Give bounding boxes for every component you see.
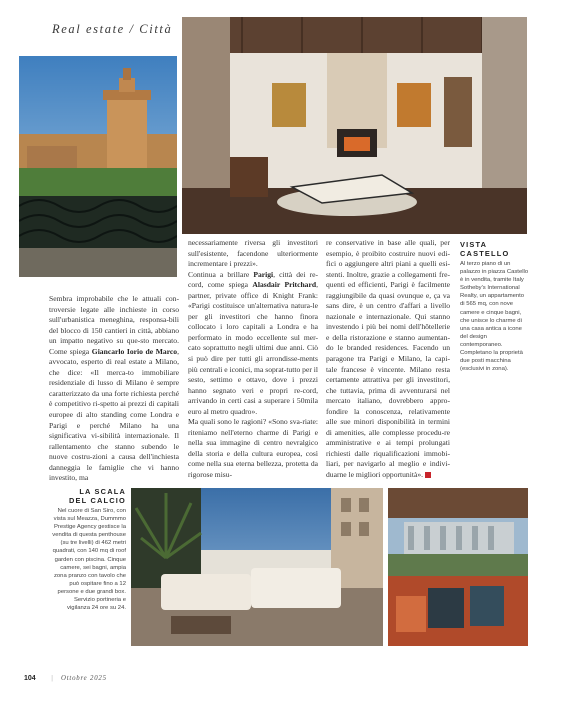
stadium-view-photo <box>388 488 528 646</box>
sidebar-la-scala-del-calcio <box>50 487 126 612</box>
article-text: , città dei re-cord, come spiega <box>188 269 319 290</box>
sidebar-title-line1: VISTA <box>460 240 488 249</box>
sidebar-title-line2: DEL CALCIO <box>68 496 126 505</box>
terrace-photo <box>131 488 383 646</box>
sidebar-caption: Al terzo piano di un palazzo in piazza Castello è in vendita, tramite Italy Sotheby's International Realty, un appartamento di 565 mq, con nove camere e cinque bagni, che unisce lo charme di una casa antica a icone del design contemporaneo. Completano la proprietà due posti macchina (esclusivi in zona). <box>460 261 529 373</box>
issue-date: Ottobre 2025 <box>61 675 107 682</box>
article-text: Continua a brillare <box>188 269 250 279</box>
sidebar-caption: Nel cuore di San Siro, con vista sul Meazza, Dummmo Prestige Agency gestisce la vendita di questa penthouse (su tre livelli) di 462 metri quadrati, con 140 mq di roof garden con piscina. Cinque camere, sei bagni, ampia zona pranzo con tavolo che può ospitare fino a 12 persone e due grandi box. Servizio portineria e vigilanza 24 ore su 24. <box>52 508 126 612</box>
page-number: 104 <box>24 675 36 682</box>
city-name: Parigi <box>253 269 274 279</box>
article-paragraph: necessariamente riversa gli investitori sull'esistente, facendone ulteriormente incrementare i prezzi». <box>188 238 318 269</box>
article-paragraph <box>188 270 318 418</box>
living-room-photo <box>182 17 527 234</box>
article-paragraph <box>326 238 450 481</box>
article-text: , avvocato, esperto di real estate a Milano, che dice: «Il merca-to immobiliare residenziale di lusso di Milano è sempre caratterizzato da una forte richiesta perché è competitivo ri-spetto ai prezzi di capitali europee di alto standing come Londra e Parigi e perché Milano ha una significativa vi-sibilità internazionale. Il rallentamento che stanno subendo le nuove costru-zioni a causa dell'inchiesta danneggia le famiglie che vi hanno investito, ma <box>49 346 179 483</box>
person-name: Giancarlo Iorio de Marco <box>91 346 178 356</box>
folio-separator: | <box>51 675 54 682</box>
person-name: Alasdair Pritchard <box>252 280 317 290</box>
article-text: Sembra improbabile che le attuali con-troversie legate alle inchieste in corso sull'urbanistica meneghina, responsa-bili del blocco di 150 cantieri in città, abbiano un impatto negativo su que-sto mercato. Come spiega <box>49 294 179 356</box>
article-paragraph <box>49 294 179 484</box>
sidebar-vista-castello <box>460 240 530 373</box>
article-column-3 <box>326 238 450 481</box>
sidebar-title-line2: CASTELLO <box>460 249 510 258</box>
article-text: , partner, private office di Knight Frank: «Parigi costituisce un'alternativa natura-le per gli investitori che hanno finora collocato i loro capitali a Londra e ha performato in modo eccellente sul mer-cato soprattutto negli ultimi due anni. Ciò si può dire per tutti gli arrondisse-ments più centrali e iconici, ma soprat-tutto per il sesto, settimo e ottavo, dove i prezzi hanno segnato veri e propri re-cord, arrivando in certi casi a superare i 50mila euro al metro quadro». <box>188 280 318 416</box>
castle-photo <box>19 56 177 277</box>
article-column-1 <box>49 294 179 484</box>
article-column-2 <box>188 238 318 481</box>
red-square-end-mark-icon <box>425 472 431 478</box>
article-paragraph: Ma quali sono le ragioni? «Sono sva-riate: riteniamo nell'eterno charme di Parigi e nella sua immagine di centro nevralgico della storia e della cultura europea, così come nella sua eterna bellezza, protetta da rigorose misu- <box>188 417 318 480</box>
sidebar-title-line1: LA SCALA <box>79 487 126 496</box>
section-title: Real estate / Città <box>52 22 173 36</box>
article-text: re conservative in base alle quali, per esempio, è proibito costruire nuovi edi-fici o aggiungere altri piani a quelli esi-stenti. Inoltre, grazie a collegamenti fre-quenti ed efficienti, Parigi è facilmente raggiungibile da quasi ovunque e, ça va sans dire, è un centro d'affari a livello nazionale e internazionale. Qui stanno investendo i più bei nomi dell'hôtellerie e della ristorazione e stanno aumentan-do le branded residences. Facendo un paragone tra Parigi e Milano, la capi-tale francese è vincente. Milano resta certamente attrattiva per gli investitori, che tuttavia, prima di avventurarsi nel mercato italiano, dovrebbero appro-fondire la conoscenza, relativamente alle sue minori disponibilità in termini di amenities, alle complesse procedu-re amministrative e ai tempi prolungati richiesti dalle riqualificazioni immobi-liari, per navigarlo al meglio e indivi-duarne le migliori opportunità». <box>326 238 450 480</box>
